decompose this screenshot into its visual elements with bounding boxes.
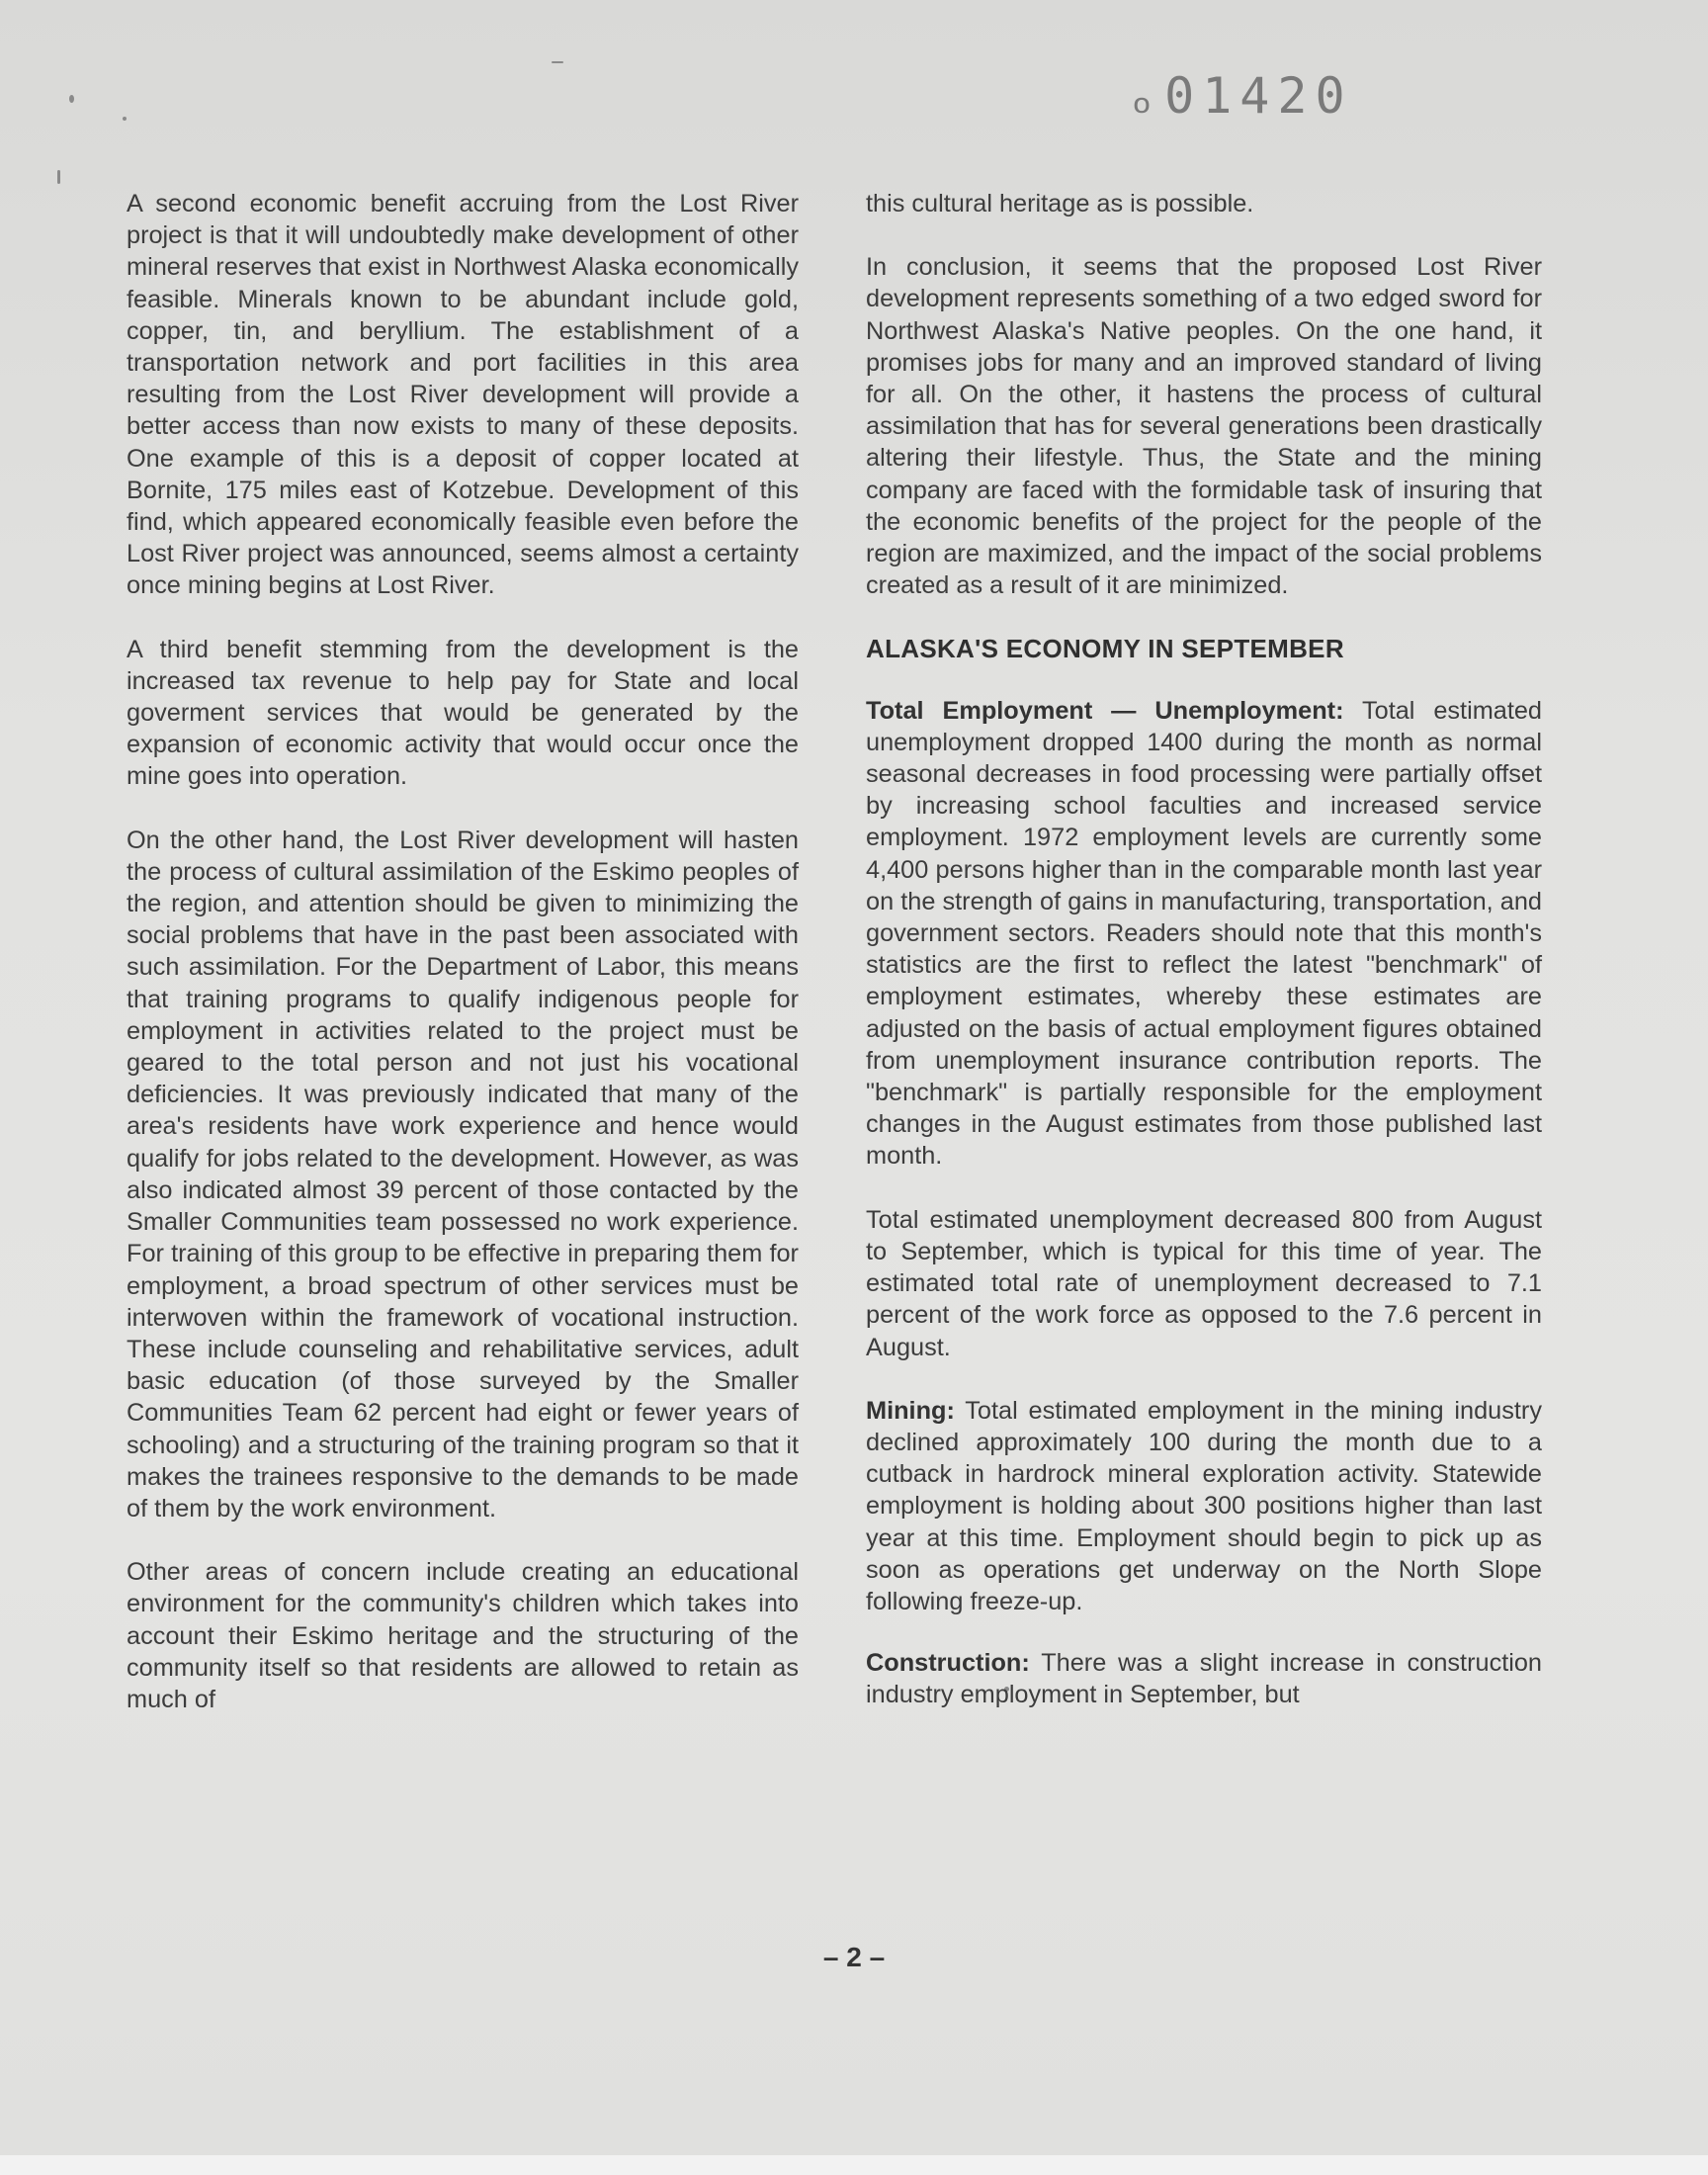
- paragraph-conclusion: In conclusion, it seems that the proposed Lost River development represents something of a two edged sword for Northwest Alaska's Native peoples. On the one hand, it promises jobs for many and an improved standard of living for all. On the other, it hastens the process of cultural assimilation that has for several generations been drastically altering their lifestyle. Thus, the State and the mining company are faced with the formidable task of insuring that the economic benefits of the project for the people of the region are maximized, and the impact of the social problems created as a result of it are minimized.: [866, 253, 1542, 600]
- paragraph-construction: [866, 1647, 1542, 1710]
- document-stamp-number: ₒ01420: [1127, 67, 1353, 125]
- paragraph-mineral-development: A second economic benefit accruing from the Lost River project is that it will undoubtedly make development of other mineral reserves that exist in Northwest Alaska economically feasible. Minerals known to be abundant include gold, copper, tin, and beryllium. The establishment of a transportation network and port facilities in this area resulting from the Lost River development will provide a better access than now exists to many of these deposits. One example of this is a deposit of copper located at Bornite, 175 miles east of Kotzebue. Development of this find, which appeared economically feasible even before the Lost River project was announced, seems almost a certainty once mining begins at Lost River.: [127, 190, 799, 600]
- paragraph-tax-revenue: A third benefit stemming from the development is the increased tax revenue to help pay for State and local goverment services that would be generated by the expansion of economic activity that would occur once the mine goes into operation.: [127, 635, 799, 791]
- scan-speck: [552, 61, 563, 63]
- paragraph-employment: [866, 695, 1542, 1173]
- paragraph-mining: [866, 1395, 1542, 1617]
- construction-label: Construction:: [866, 1649, 1030, 1678]
- section-heading: ALASKA'S ECONOMY IN SEPTEMBER: [866, 634, 1344, 664]
- mining-label: Mining:: [866, 1396, 955, 1425]
- page-number: – 2 –: [822, 1942, 886, 1972]
- paragraph-cultural-assimilation: On the other hand, the Lost River development will hasten the process of cultural assimilation of the Eskimo peoples of the region, and attention should be given to minimizing the social problems that have in the past been associated with such assimilation. For the Department of Labor, this means that training programs to qualify indigenous people for employment in activities related to the project must be geared to the total person and not just his vocational deficiencies. It was previously indicated that many of the area's residents have work experience and hence would qualify for jobs related to the development. However, as was also indicated almost 39 percent of those contacted by the Smaller Communities team possessed no work experience. For training of this group to be effective in preparing them for employment, a broad spectrum of other services must be interwoven within the framework of vocational instruction. These include counseling and rehabilitative services, adult basic education (of those surveyed by the Smaller Communities Team 62 percent had eight or fewer years of schooling) and a structuring of the training program so that it makes the trainees responsive to the demands to be made of them by the work environment.: [127, 826, 799, 1522]
- construction-text: There was a slight increase in construction industry employment in September, but: [866, 1649, 1543, 1709]
- employment-text: Total estimated unemployment dropped 1400 during the month as normal seasonal decreases in food processing were partially offset by increasing school faculties and increased service employment. 1972 employment levels are currently some 4,400 persons higher than in the comparable month last year on the strength of gains in manufacturing, transportation, and government sectors. Readers should note that this month's statistics are the first to reflect the latest "benchmark" of employment estimates, whereby these estimates are adjusted on the basis of actual employment figures obtained from unemployment insurance contribution reports. The "benchmark" is partially responsible for the employment changes in the August estimates from those published last month.: [866, 696, 1542, 1171]
- mining-text: Total estimated employment in the mining industry declined approximately 100 during the month due to a cutback in hardrock mineral exploration activity. Statewide employment is holding about 300 positions higher than last year at this time. Employment should begin to pick up as soon as operations get underway on the North Slope following freeze-up.: [866, 1396, 1542, 1615]
- employment-label: Total Employment — Unemployment:: [866, 696, 1344, 725]
- scan-speck: [123, 117, 127, 121]
- paragraph-other-concerns: Other areas of concern include creating an educational environment for the community's children which takes into account their Eskimo heritage and the structuring of the community itself so that residents are allowed to retain as much of: [127, 1558, 799, 1713]
- scan-speck: [69, 95, 74, 103]
- sheet-bottom-edge: [0, 2155, 1708, 2175]
- paragraph-unemployment: Total estimated unemployment decreased 800 from August to September, which is typical for this time of year. The estimated total rate of unemployment decreased to 7.1 percent of the work force as opposed to the 7.6 percent in August.: [866, 1205, 1542, 1361]
- right-column: [866, 188, 1542, 1743]
- left-column: [127, 188, 799, 1747]
- scan-speck: [57, 170, 60, 184]
- paragraph-continuation: this cultural heritage as is possible.: [866, 190, 1254, 218]
